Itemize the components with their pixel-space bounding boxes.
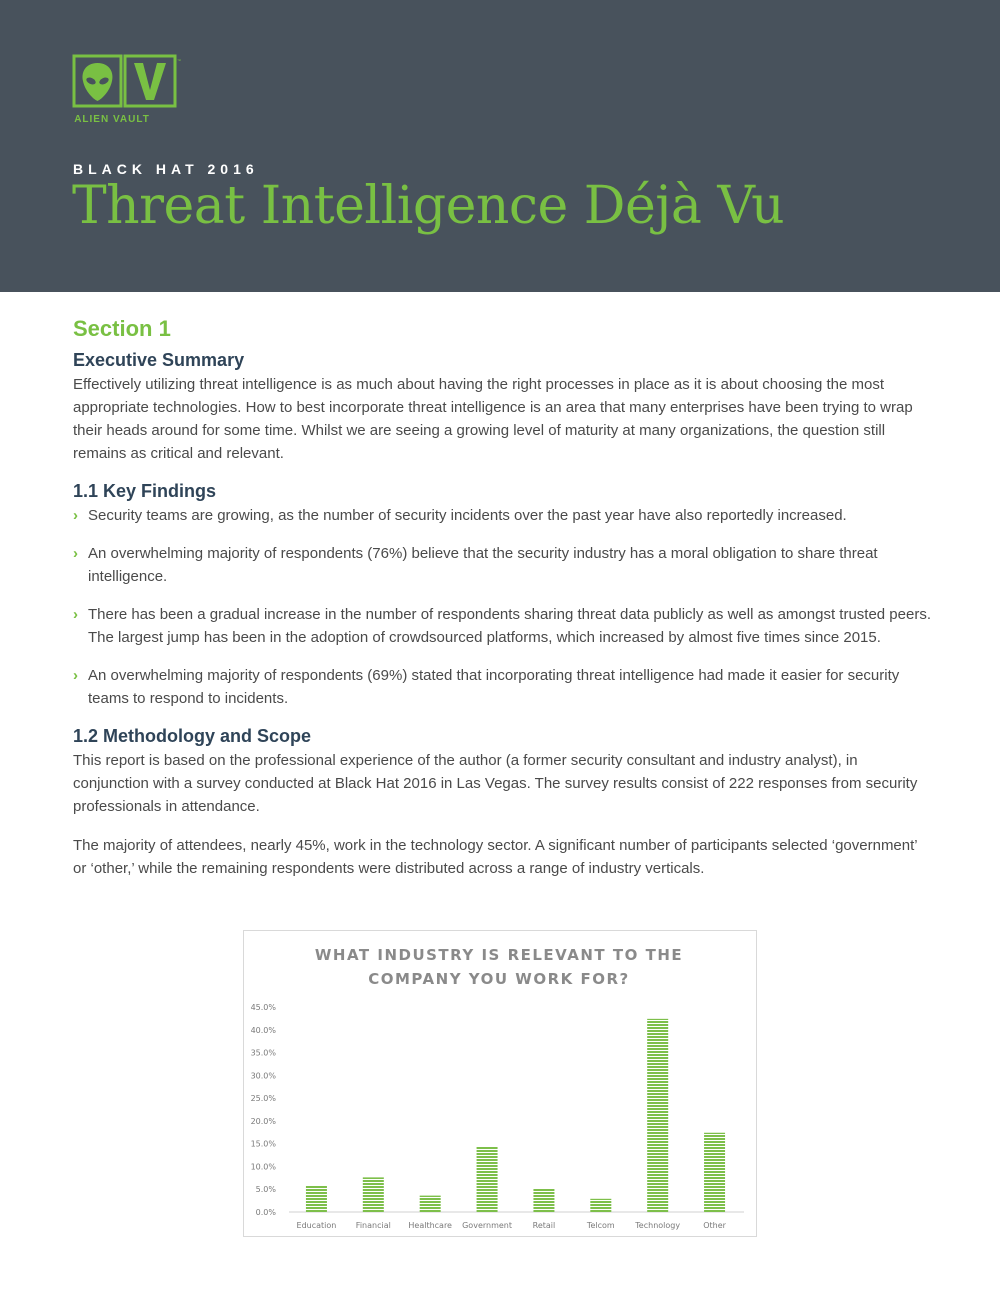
list-item xyxy=(73,664,933,710)
alien-vault-logo xyxy=(72,54,182,126)
bar-financial xyxy=(363,1177,384,1212)
x-tick-label: Government xyxy=(462,1221,513,1230)
y-tick-label: 10.0% xyxy=(250,1162,276,1172)
bar-technology xyxy=(647,1019,668,1212)
main-content xyxy=(73,316,933,896)
y-tick-label: 0.0% xyxy=(255,1208,276,1217)
x-tick-label: Education xyxy=(296,1221,337,1230)
y-tick-label: 5.0% xyxy=(255,1185,276,1195)
bar-telcom xyxy=(590,1199,611,1212)
methodology-heading: 1.2 Methodology and Scope xyxy=(73,726,312,746)
x-tick-label: Other xyxy=(703,1221,726,1230)
chart-title-line-2: COMPANY YOU WORK FOR? xyxy=(368,970,630,988)
bar-education xyxy=(306,1186,327,1212)
key-findings-heading: 1.1 Key Findings xyxy=(73,481,217,501)
page-title: Threat Intelligence Déjà Vu xyxy=(72,176,785,236)
header-band xyxy=(0,0,1000,292)
list-item xyxy=(73,504,933,527)
x-tick-label: Technology xyxy=(635,1221,681,1230)
y-tick-label: 15.0% xyxy=(250,1139,276,1149)
bar-other xyxy=(704,1133,725,1212)
finding-text: Security teams are growing, as the number of security incidents over the past year have also reportedly increased. xyxy=(88,507,847,524)
chevron-right-icon: › xyxy=(73,507,78,524)
chevron-right-icon: › xyxy=(73,606,78,623)
list-item xyxy=(73,603,933,649)
x-tick-label: Healthcare xyxy=(408,1221,452,1230)
bar-healthcare xyxy=(420,1196,441,1212)
logo-text: ALIEN VAULT xyxy=(74,114,150,125)
list-item xyxy=(73,542,933,588)
executive-summary-text: Effectively utilizing threat intelligence is as much about having the right processes in place as it is about choosing the most appropriate technologies. How to best incorporate threat intelligence is an area that many enterprises have been trying to wrap their heads around for some time. Whilst we are seeing a growing level of maturity at many organizations, the question still remains as critical and relevant. xyxy=(73,376,913,462)
bar-retail xyxy=(533,1189,554,1212)
finding-text: An overwhelming majority of respondents (76%) believe that the security industry has a moral obligation to share threat intelligence. xyxy=(88,545,878,585)
x-tick-label: Retail xyxy=(532,1221,556,1230)
finding-text: There has been a gradual increase in the number of respondents sharing threat data publicly as well as amongst trusted peers. The largest jump has been in the adoption of crowdsourced platforms, which increased by almost five times since 2015. xyxy=(88,606,931,646)
executive-summary-heading: Executive Summary xyxy=(73,350,245,370)
finding-text: An overwhelming majority of respondents (69%) stated that incorporating threat intelligence had made it easier for security teams to respond to incidents. xyxy=(88,667,900,707)
key-findings-list xyxy=(73,504,933,710)
chart-title-line-1: WHAT INDUSTRY IS RELEVANT TO THE xyxy=(314,946,684,964)
x-tick-label: Telcom xyxy=(586,1221,615,1230)
y-tick-label: 20.0% xyxy=(250,1116,276,1126)
methodology-text: The majority of attendees, nearly 45%, work in the technology sector. A significant number of participants selected ‘government’ or ‘other,’ while the remaining respondents were distributed across a range of industry verticals. xyxy=(73,837,918,877)
svg-text:™: ™ xyxy=(177,58,181,63)
section-label: Section 1 xyxy=(73,316,171,341)
industry-bar-chart xyxy=(244,931,756,1236)
y-tick-label: 25.0% xyxy=(250,1094,276,1104)
x-tick-label: Financial xyxy=(355,1221,391,1230)
chevron-right-icon: › xyxy=(73,667,78,684)
y-tick-label: 45.0% xyxy=(250,1003,276,1012)
chevron-right-icon: › xyxy=(73,545,78,562)
y-tick-label: 30.0% xyxy=(250,1071,276,1081)
methodology-text: This report is based on the professional experience of the author (a former security consultant and industry analyst), in conjunction with a survey conducted at Black Hat 2016 in Las Vegas. The survey results consist of 222 responses from security professionals in attendance. xyxy=(73,752,918,815)
industry-chart xyxy=(243,930,757,1237)
y-tick-label: 35.0% xyxy=(250,1048,276,1058)
event-label: BLACK HAT 2016 xyxy=(73,161,259,177)
bar-government xyxy=(477,1147,498,1212)
y-tick-label: 40.0% xyxy=(250,1025,276,1035)
